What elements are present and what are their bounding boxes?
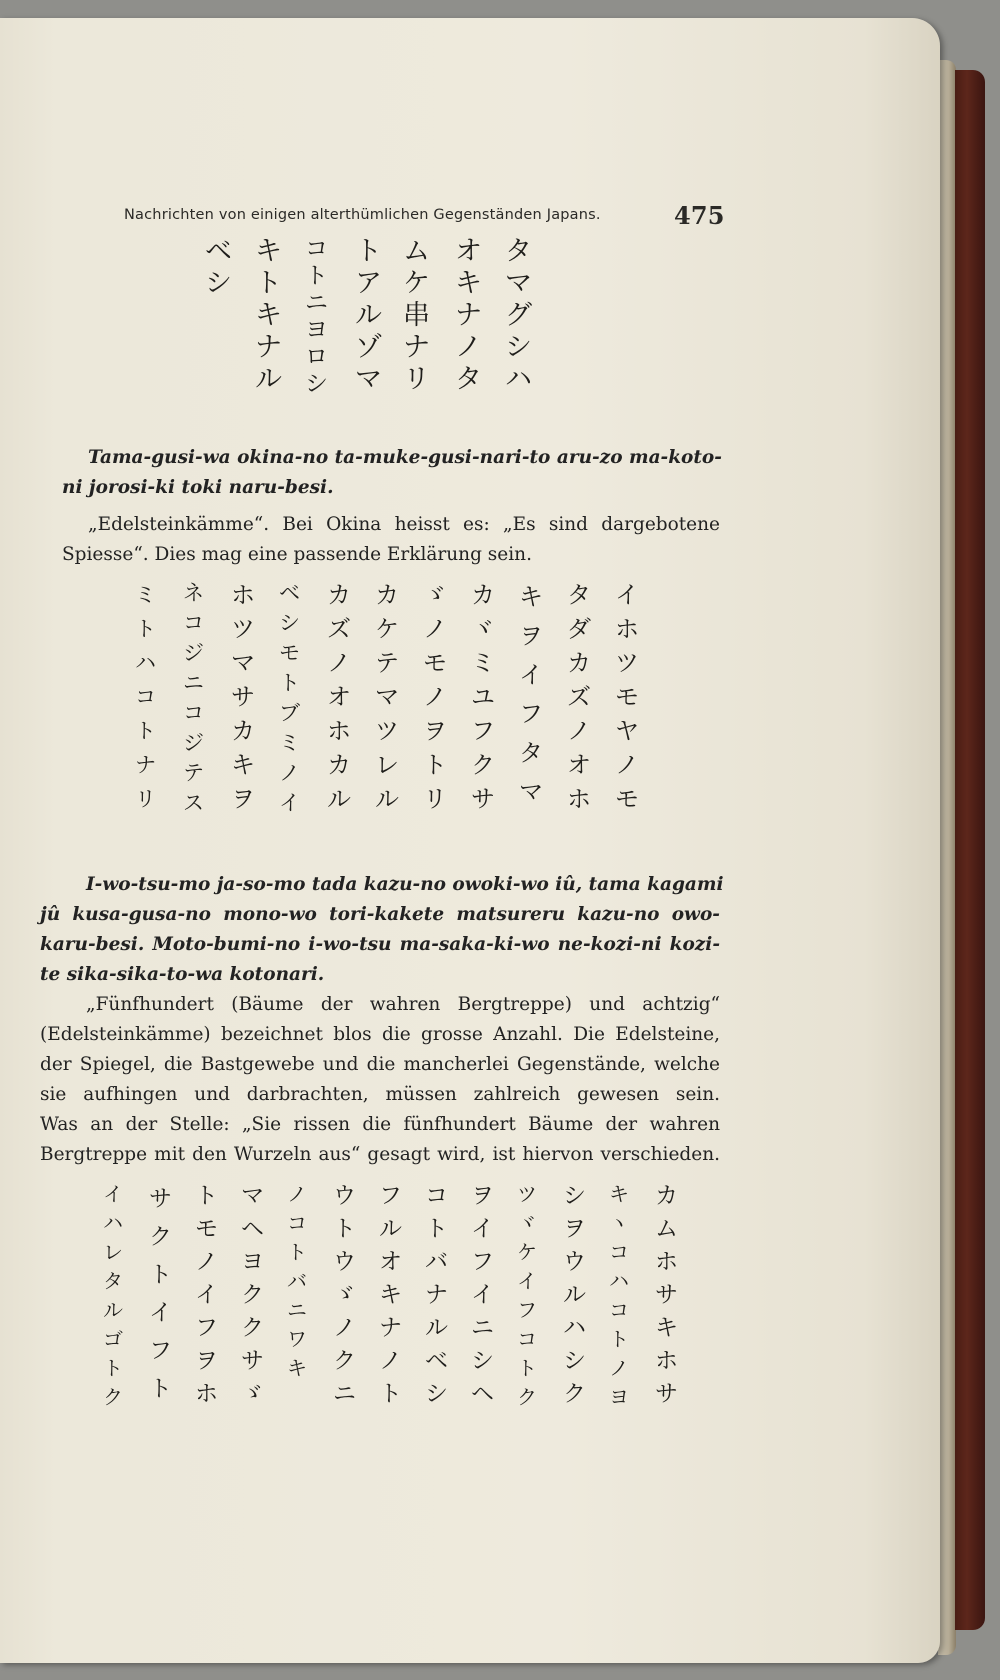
kana-char: ニ <box>183 671 204 695</box>
romanization-1 <box>62 443 720 503</box>
kana-char: コ <box>609 1240 629 1264</box>
kana-column <box>567 578 591 816</box>
kana-char: ト <box>149 1262 172 1288</box>
kana-column <box>149 1180 172 1408</box>
kana-char: ツ <box>375 717 399 745</box>
kana-char: ホ <box>567 785 591 813</box>
kana-column-text <box>505 236 532 396</box>
kana-char: ノ <box>423 683 447 711</box>
kana-char: ホ <box>615 615 639 643</box>
kana-char: タ <box>519 739 543 767</box>
text-line: „Fünfhundert (Bäume der wahren Bergtreppe) und achtzig“ <box>86 994 720 1015</box>
kana-char: テ <box>183 761 204 785</box>
kana-char: コ <box>609 1298 629 1322</box>
text-line: ni jorosi-ki toki naru-besi. <box>62 477 334 498</box>
kana-column <box>231 578 255 816</box>
text-line: Was an der Stelle: „Sie rissen die fünfhundert Bäume der wahren <box>40 1114 720 1135</box>
kana-char: ハ <box>135 651 156 675</box>
kana-char: ニ <box>305 290 328 316</box>
kana-column <box>425 1180 448 1411</box>
kana-char: イ <box>279 791 300 815</box>
kana-char: ズ <box>567 683 591 711</box>
kana-char: ヨ <box>241 1249 264 1275</box>
kana-char: ヲ <box>563 1216 586 1242</box>
kana-char: ニ <box>287 1298 307 1322</box>
kana-char: テ <box>375 649 399 677</box>
kana-char: 串 <box>403 300 430 331</box>
kana-column-text <box>471 1180 494 1411</box>
kana-char: ノ <box>379 1348 402 1374</box>
kana-column-text <box>379 1180 402 1411</box>
kana-char: シ <box>279 611 300 635</box>
kana-char: ト <box>379 1381 402 1407</box>
kana-char: イ <box>471 1282 494 1308</box>
kana-char: ホ <box>655 1249 678 1275</box>
kana-column <box>471 578 495 816</box>
kana-column-text <box>567 578 591 816</box>
kana-column <box>455 236 482 396</box>
kana-char: ア <box>355 268 382 299</box>
kana-char: サ <box>655 1282 678 1308</box>
kana-char: コ <box>305 236 328 262</box>
kana-char: ト <box>135 719 156 743</box>
kana-char: キ <box>655 1315 678 1341</box>
kana-column-text <box>333 1180 356 1411</box>
kana-char: ル <box>425 1315 448 1341</box>
kana-char: ミ <box>471 649 495 677</box>
kana-char: カ <box>471 581 495 609</box>
kana-char: ベ <box>425 1348 448 1374</box>
kana-char: ツ <box>517 1182 537 1206</box>
kana-column <box>183 578 204 818</box>
kana-char: ウ <box>563 1249 586 1275</box>
kana-char: ト <box>517 1356 537 1380</box>
kana-char: ノ <box>567 717 591 745</box>
kana-char: ウ <box>333 1183 356 1209</box>
kana-char: ヾ <box>471 615 495 643</box>
kana-char: イ <box>519 661 543 689</box>
kana-char: キ <box>609 1182 629 1206</box>
kana-char: コ <box>183 611 204 635</box>
kana-char: ク <box>241 1315 264 1341</box>
kana-char: ベ <box>279 581 300 605</box>
kana-char: オ <box>455 236 482 267</box>
kana-char: ツ <box>231 615 255 643</box>
katakana-verse-1 <box>205 236 545 446</box>
kana-column-text <box>425 1180 448 1411</box>
text-line: Tama-gusi-wa okina-no ta-muke-gusi-nari-to aru-zo ma-koto- <box>88 447 722 468</box>
kana-char: ユ <box>471 683 495 711</box>
kana-char: フ <box>195 1315 218 1341</box>
kana-char: ノ <box>615 751 639 779</box>
kana-char: ル <box>103 1298 123 1322</box>
kana-char: ト <box>135 617 156 641</box>
kana-char: カ <box>655 1183 678 1209</box>
kana-char: ハ <box>563 1315 586 1341</box>
kana-char: ノ <box>609 1356 629 1380</box>
kana-column-text <box>655 1180 678 1411</box>
kana-char: コ <box>425 1183 448 1209</box>
kana-char: ナ <box>255 332 282 363</box>
kana-column-text <box>455 236 482 396</box>
kana-char: ホ <box>195 1381 218 1407</box>
kana-char: ケ <box>375 615 399 643</box>
kana-char: ク <box>241 1282 264 1308</box>
kana-char: ノ <box>333 1315 356 1341</box>
kana-column-text <box>305 236 328 398</box>
kana-column <box>615 578 639 816</box>
kana-char: マ <box>241 1183 264 1209</box>
kana-column-text <box>517 1180 537 1412</box>
kana-char: ト <box>333 1216 356 1242</box>
kana-column-text <box>103 1180 123 1412</box>
kana-char: ト <box>255 268 282 299</box>
kana-char: モ <box>195 1216 218 1242</box>
kana-column <box>327 578 351 816</box>
kana-column <box>279 578 300 818</box>
kana-column-text <box>355 236 382 396</box>
kana-char: ハ <box>505 364 532 395</box>
kana-char: ト <box>609 1327 629 1351</box>
kana-char: タ <box>567 581 591 609</box>
kana-column-text <box>375 578 399 816</box>
kana-column-text <box>403 236 430 396</box>
kana-char: バ <box>425 1249 448 1275</box>
kana-char: ク <box>103 1385 123 1409</box>
kana-char: ヲ <box>423 717 447 745</box>
text-line: I-wo-tsu-mo ja-so-mo tada kazu-no owoki-wo iû, tama kagami <box>86 874 724 895</box>
kana-char: ル <box>255 364 282 395</box>
kana-char: ル <box>379 1216 402 1242</box>
kana-char: ヲ <box>195 1348 218 1374</box>
kana-char: コ <box>287 1211 307 1235</box>
kana-char: キ <box>231 751 255 779</box>
kana-char: ネ <box>183 581 204 605</box>
kana-column <box>609 1180 629 1412</box>
kana-char: タ <box>103 1269 123 1293</box>
kana-column <box>655 1180 678 1411</box>
kana-char: ヘ <box>471 1381 494 1407</box>
kana-column-text <box>183 578 204 818</box>
kana-char: ウ <box>333 1249 356 1275</box>
kana-char: オ <box>379 1249 402 1275</box>
kana-char: モ <box>279 641 300 665</box>
kana-column <box>471 1180 494 1411</box>
kana-column <box>305 236 328 398</box>
kana-column <box>355 236 382 396</box>
kana-column <box>563 1180 586 1411</box>
kana-char: ケ <box>403 268 430 299</box>
kana-char: ゞ <box>333 1282 356 1308</box>
kana-char: ク <box>563 1381 586 1407</box>
kana-column-text <box>231 578 255 816</box>
romanization-2 <box>40 870 724 990</box>
kana-char: ズ <box>327 615 351 643</box>
kana-column-text <box>327 578 351 816</box>
kana-char: シ <box>305 371 328 397</box>
kana-char: ヾ <box>517 1211 537 1235</box>
kana-char: ホ <box>327 717 351 745</box>
kana-char: ト <box>355 236 382 267</box>
kana-char: キ <box>519 583 543 611</box>
kana-char: イ <box>149 1300 172 1326</box>
kana-char: ト <box>195 1183 218 1209</box>
running-header <box>124 201 724 233</box>
kana-char: ナ <box>379 1315 402 1341</box>
kana-char: イ <box>195 1282 218 1308</box>
kana-column <box>375 578 399 816</box>
kana-column-text <box>519 578 543 812</box>
kana-char: シ <box>563 1183 586 1209</box>
kana-char: マ <box>231 649 255 677</box>
kana-column <box>519 578 543 812</box>
kana-char: フ <box>519 700 543 728</box>
paragraph-1 <box>62 510 720 570</box>
kana-column <box>379 1180 402 1411</box>
kana-char: レ <box>375 751 399 779</box>
kana-char: ク <box>149 1224 172 1250</box>
kana-char: ム <box>403 236 430 267</box>
kana-char: ノ <box>327 649 351 677</box>
kana-char: リ <box>403 364 430 395</box>
text-line: Bergtreppe mit den Wurzeln aus“ gesagt wird, ist hiervon verschieden. <box>40 1144 720 1165</box>
kana-char: ナ <box>455 300 482 331</box>
kana-char: フ <box>471 717 495 745</box>
kana-char: シ <box>425 1381 448 1407</box>
kana-column-text <box>615 578 639 816</box>
kana-char: ト <box>103 1356 123 1380</box>
text-line: der Spiegel, die Bastgewebe und die mancherlei Gegenstände, welche <box>40 1054 720 1075</box>
kana-char: コ <box>517 1327 537 1351</box>
kana-char: キ <box>455 268 482 299</box>
kana-char: マ <box>519 778 543 806</box>
kana-char: キ <box>379 1282 402 1308</box>
kana-char: ル <box>355 300 382 331</box>
kana-char: ヨ <box>305 317 328 343</box>
kana-column-text <box>135 578 156 816</box>
kana-column <box>287 1180 307 1383</box>
text-line: jû kusa-gusa-no mono-wo tori-kakete matsureru kazu-no owo- <box>40 904 720 925</box>
kana-char: ダ <box>567 615 591 643</box>
kana-char: ロ <box>305 344 328 370</box>
kana-char: キ <box>287 1356 307 1380</box>
kana-char: タ <box>505 236 532 267</box>
kana-column-text <box>149 1180 172 1408</box>
kana-char: ブ <box>279 701 300 725</box>
katakana-verse-3 <box>85 1180 685 1440</box>
kana-char: シ <box>563 1348 586 1374</box>
kana-column-text <box>279 578 300 818</box>
kana-char: ト <box>287 1240 307 1264</box>
kana-char: マ <box>375 683 399 711</box>
kana-char: タ <box>455 364 482 395</box>
kana-char: ム <box>655 1216 678 1242</box>
kana-char: キ <box>255 300 282 331</box>
kana-char: カ <box>231 717 255 745</box>
kana-char: イ <box>471 1216 494 1242</box>
kana-char: ク <box>471 751 495 779</box>
kana-char: ヽ <box>609 1211 629 1235</box>
kana-char: ハ <box>609 1269 629 1293</box>
kana-column-text <box>205 236 232 300</box>
kana-char: ケ <box>517 1240 537 1264</box>
kana-char: ワ <box>287 1327 307 1351</box>
kana-char: ゾ <box>355 332 382 363</box>
kana-char: ヲ <box>231 785 255 813</box>
kana-char: ヲ <box>519 622 543 650</box>
kana-char: ミ <box>135 583 156 607</box>
page-number: 475 <box>674 201 725 230</box>
kana-char: ヨ <box>609 1385 629 1409</box>
kana-char: レ <box>103 1240 123 1264</box>
kana-char: ト <box>149 1376 172 1402</box>
kana-char: フ <box>379 1183 402 1209</box>
kana-char: ト <box>425 1216 448 1242</box>
kana-char: バ <box>287 1269 307 1293</box>
kana-char: ゞ <box>241 1381 264 1407</box>
kana-char: ト <box>279 671 300 695</box>
kana-char: カ <box>567 649 591 677</box>
kana-char: フ <box>517 1298 537 1322</box>
kana-char: サ <box>655 1381 678 1407</box>
kana-char: ト <box>305 263 328 289</box>
kana-char: モ <box>615 683 639 711</box>
kana-char: ス <box>183 791 204 815</box>
kana-char: ル <box>563 1282 586 1308</box>
kana-char: ホ <box>231 581 255 609</box>
kana-char: コ <box>183 701 204 725</box>
kana-char: ク <box>333 1348 356 1374</box>
kana-column-text <box>609 1180 629 1412</box>
kana-char: ノ <box>423 615 447 643</box>
kana-char: ハ <box>103 1211 123 1235</box>
kana-char: オ <box>327 683 351 711</box>
kana-column <box>205 236 232 300</box>
kana-column-text <box>241 1180 264 1411</box>
kana-char: ノ <box>279 761 300 785</box>
kana-char: ト <box>423 751 447 779</box>
book-binding <box>955 70 985 1630</box>
kana-char: サ <box>149 1186 172 1212</box>
kana-char: コ <box>135 685 156 709</box>
running-title: Nachrichten von einigen alterthümlichen Gegenständen Japans. <box>124 207 601 223</box>
kana-column <box>103 1180 123 1412</box>
kana-column <box>403 236 430 396</box>
book-page <box>0 18 940 1663</box>
kana-column <box>423 578 447 816</box>
kana-char: ゞ <box>423 581 447 609</box>
kana-char: カ <box>327 751 351 779</box>
katakana-verse-2 <box>125 578 645 848</box>
kana-char: ベ <box>205 236 232 267</box>
kana-char: サ <box>231 683 255 711</box>
text-line: (Edelsteinkämme) bezeichnet blos die grosse Anzahl. Die Edelsteine, <box>40 1024 720 1045</box>
kana-column <box>517 1180 537 1412</box>
kana-char: シ <box>205 268 232 299</box>
kana-char: ナ <box>403 332 430 363</box>
kana-char: イ <box>103 1182 123 1206</box>
kana-char: ノ <box>455 332 482 363</box>
kana-char: ル <box>375 785 399 813</box>
kana-char: ニ <box>471 1315 494 1341</box>
kana-char: マ <box>355 364 382 395</box>
kana-char: ジ <box>183 641 204 665</box>
kana-char: モ <box>615 785 639 813</box>
kana-char: シ <box>505 332 532 363</box>
text-line: te sika-sika-to-wa kotonari. <box>40 964 325 985</box>
kana-char: イ <box>517 1269 537 1293</box>
kana-char: ジ <box>183 731 204 755</box>
kana-char: カ <box>327 581 351 609</box>
kana-column-text <box>563 1180 586 1411</box>
kana-char: ツ <box>615 649 639 677</box>
kana-char: リ <box>423 785 447 813</box>
kana-char: キ <box>255 236 282 267</box>
kana-char: ヤ <box>615 717 639 745</box>
paragraph-2 <box>40 990 720 1170</box>
kana-column-text <box>287 1180 307 1383</box>
kana-char: オ <box>567 751 591 779</box>
kana-char: ル <box>327 785 351 813</box>
kana-char: ノ <box>287 1182 307 1206</box>
kana-char: フ <box>149 1338 172 1364</box>
kana-column <box>333 1180 356 1411</box>
kana-char: ヘ <box>241 1216 264 1242</box>
kana-column <box>255 236 282 396</box>
text-line: Spiesse“. Dies mag eine passende Erklärung sein. <box>62 544 532 565</box>
kana-column-text <box>423 578 447 816</box>
kana-char: グ <box>505 300 532 331</box>
kana-column <box>505 236 532 396</box>
kana-char: サ <box>471 785 495 813</box>
kana-char: ナ <box>135 753 156 777</box>
kana-char: リ <box>135 787 156 811</box>
kana-char: ゴ <box>103 1327 123 1351</box>
kana-char: サ <box>241 1348 264 1374</box>
kana-char: マ <box>505 268 532 299</box>
kana-char: フ <box>471 1249 494 1275</box>
kana-char: モ <box>423 649 447 677</box>
text-line: sie aufhingen und darbrachten, müssen zahlreich gewesen sein. <box>40 1084 720 1105</box>
kana-char: ノ <box>195 1249 218 1275</box>
kana-column <box>241 1180 264 1411</box>
kana-char: カ <box>375 581 399 609</box>
kana-column-text <box>195 1180 218 1411</box>
kana-char: ホ <box>655 1348 678 1374</box>
page-edge <box>938 60 956 1655</box>
kana-column <box>195 1180 218 1411</box>
kana-char: ニ <box>333 1381 356 1407</box>
kana-char: ク <box>517 1385 537 1409</box>
kana-char: シ <box>471 1348 494 1374</box>
text-line: karu-besi. Moto-bumi-no i-wo-tsu ma-saka-ki-wo ne-kozi-ni kozi- <box>40 934 720 955</box>
kana-column <box>135 578 156 816</box>
kana-column-text <box>255 236 282 396</box>
kana-char: イ <box>615 581 639 609</box>
text-line: „Edelsteinkämme“. Bei Okina heisst es: „Es sind dargebotene <box>88 514 720 535</box>
kana-char: ミ <box>279 731 300 755</box>
kana-char: ナ <box>425 1282 448 1308</box>
kana-column-text <box>471 578 495 816</box>
kana-char: ヲ <box>471 1183 494 1209</box>
